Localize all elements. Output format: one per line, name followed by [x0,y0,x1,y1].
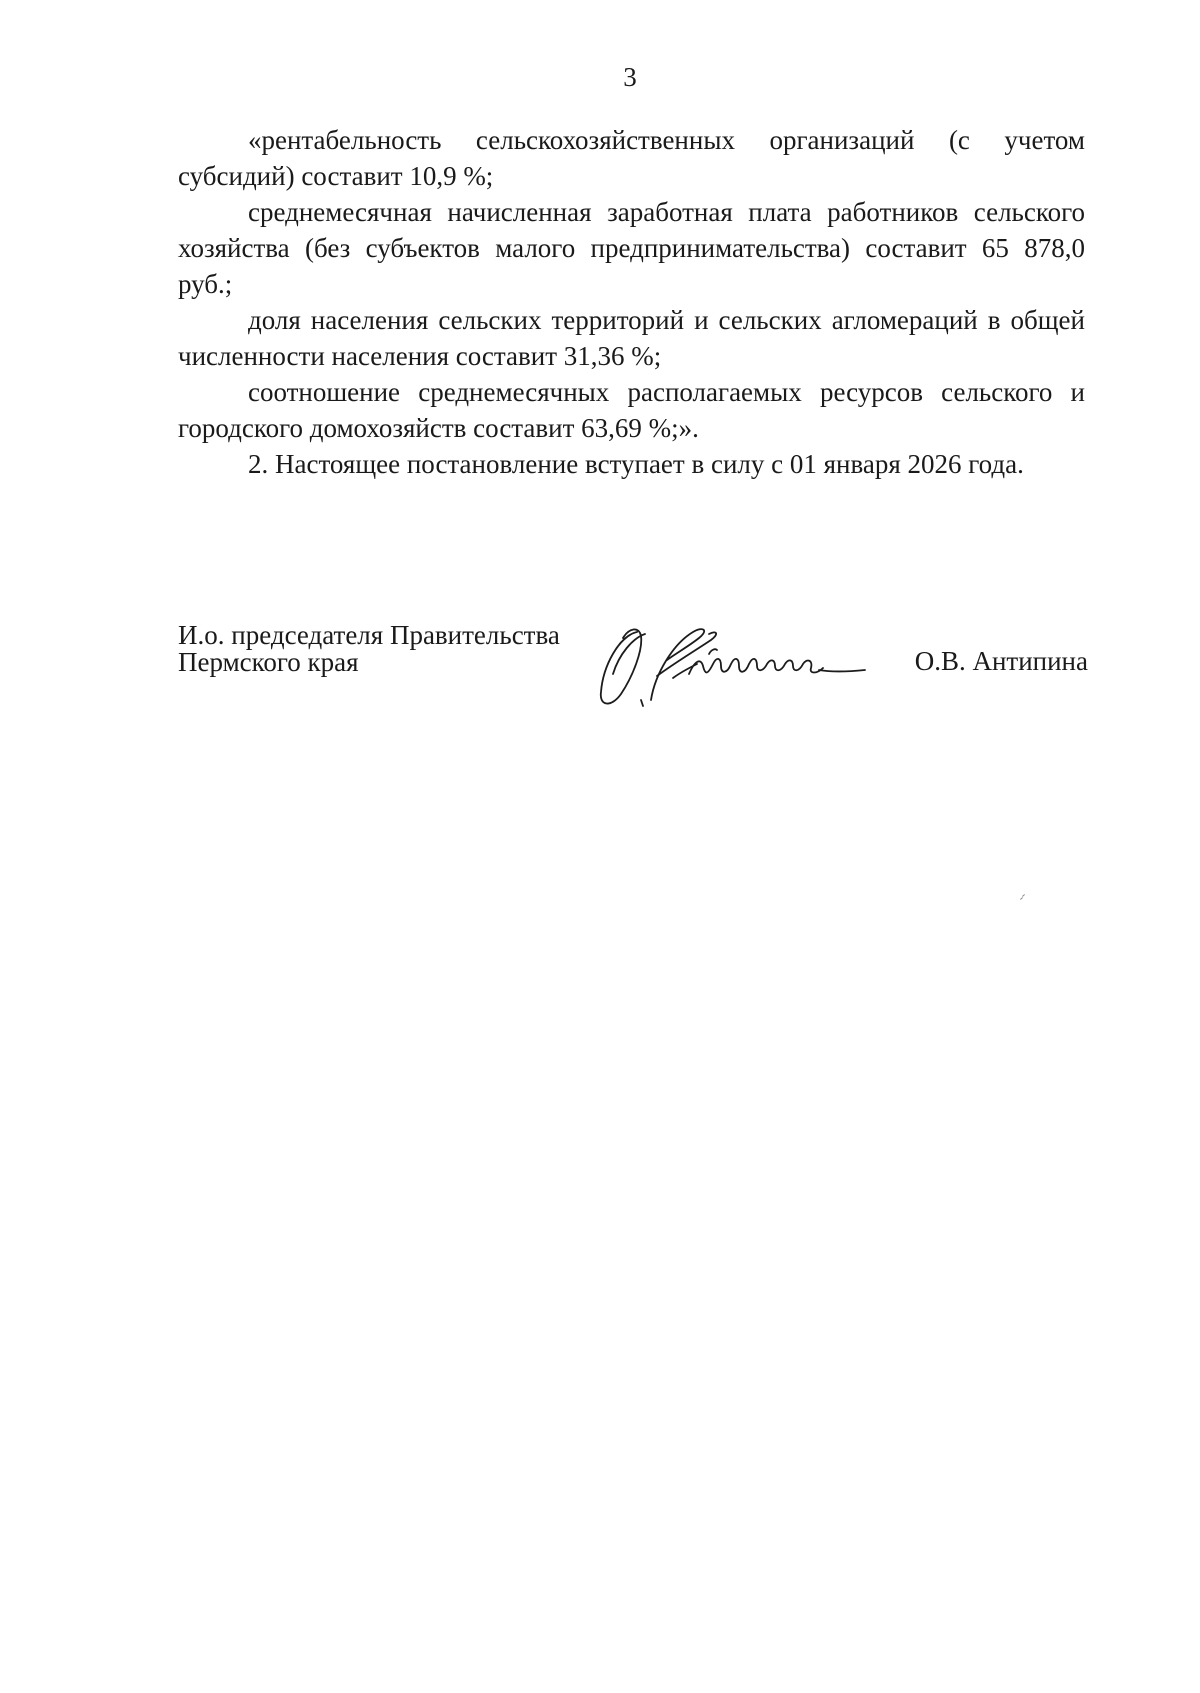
paragraph-household-resources: соотношение среднемесячных располагаемых ресурсов сельского и городского домохозяйств составит 63,69 %;». [178,377,1085,443]
signatory-name: О.В. Антипина [914,646,1088,676]
paragraph-rural-population: доля населения сельских территорий и сельских агломераций в общей численности населения составит 31,36 %; [178,305,1085,371]
paragraph-salary: среднемесячная начисленная заработная плата работников сельского хозяйства (без субъектов малого предпринимательства) составит 65 878,0 руб.; [178,197,1085,299]
signatory-position-line2: Пермского края [178,647,359,677]
paragraph-profitability: «рентабельность сельскохозяйственных организаций (с учетом субсидий) составит 10,9 %; [178,125,1085,191]
paragraph-effective-date: 2. Настоящее постановление вступает в силу с 01 января 2026 года. [248,449,1024,479]
handwritten-signature [593,614,893,714]
scan-speck [1022,894,1025,897]
signature-block [178,622,1088,702]
signatory-position-line1: И.о. председателя Правительства [178,620,560,650]
document-body [178,122,1085,482]
signatory-position [178,622,560,676]
scan-speck [1020,897,1023,900]
page-number: 3 [623,62,637,92]
